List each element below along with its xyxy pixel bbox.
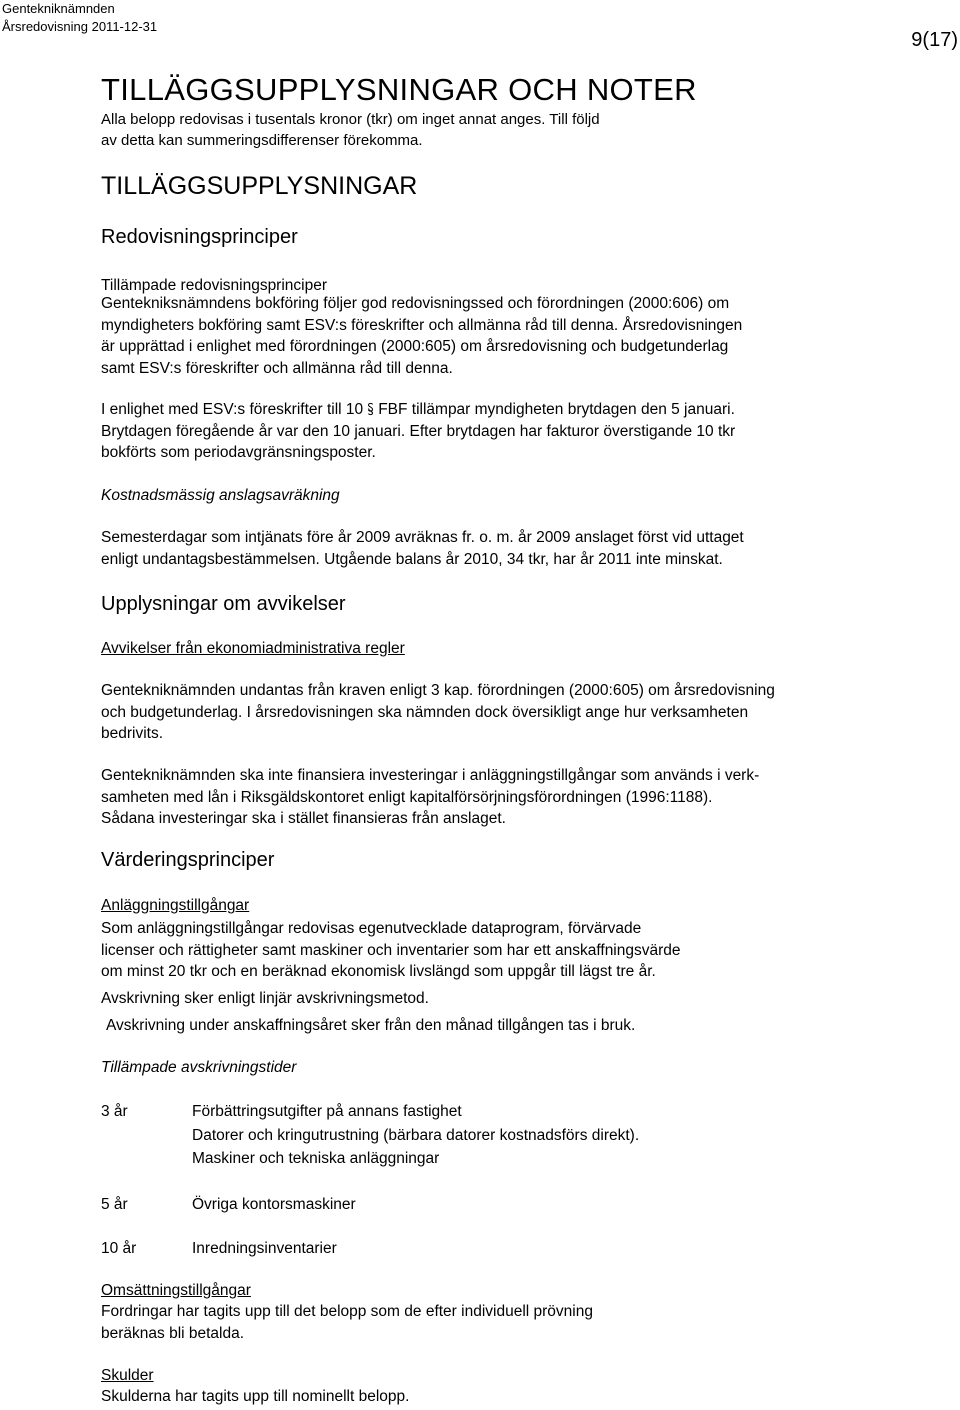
depreciation-item: Inredningsinventarier xyxy=(192,1240,337,1257)
subheading-applied-principles: Tillämpade redovisningsprinciper xyxy=(101,277,328,294)
depreciation-years: 3 år xyxy=(101,1103,128,1120)
subheading-liabilities: Skulder xyxy=(101,1367,154,1384)
cost-paragraph xyxy=(101,527,861,570)
paragraph-line: Gentekniknämnden undantas från kraven enligt 3 kap. förordningen (2000:605) om årsredovisning xyxy=(101,682,775,699)
section-sign-icon xyxy=(366,402,375,416)
depreciation-item: Övriga kontorsmaskiner xyxy=(192,1196,356,1213)
paragraph-line: Semesterdagar som intjänats före år 2009 avräknas fr. o. m. år 2009 anslaget först vid uttaget xyxy=(101,529,744,546)
depreciation-item: Förbättringsutgifter på annans fastighet xyxy=(192,1103,462,1120)
section-heading-principles: Redovisningsprinciper xyxy=(101,226,298,248)
paragraph-line xyxy=(101,399,861,421)
liabilities-text: Skulderna har tagits upp till nominellt belopp. xyxy=(101,1388,410,1405)
section-heading-valuation: Värderingsprinciper xyxy=(101,849,275,871)
paragraph-line: samt ESV:s föreskrifter och allmänna råd till denna. xyxy=(101,359,453,377)
paragraph-line: och budgetunderlag. I årsredovisningen ska nämnden dock översikligt ange hur verksamheten xyxy=(101,703,749,721)
deviations-paragraph-1 xyxy=(101,680,861,745)
depreciation-method: Avskrivning sker enligt linjär avskrivningsmetod. xyxy=(101,990,429,1007)
subheading-fixed-assets: Anläggningstillgångar xyxy=(101,897,250,914)
depreciation-items xyxy=(192,1100,639,1171)
paragraph-line: Sådana investeringar ska i stället finansieras från anslaget. xyxy=(101,810,506,827)
cutoff-text-a: I enlighet med ESV:s föreskrifter till 10 xyxy=(101,401,364,418)
subheading-current-assets: Omsättningstillgångar xyxy=(101,1282,251,1299)
paragraph-line: Som anläggningstillgångar redovisas egenutvecklade dataprogram, förvärvade xyxy=(101,920,642,937)
paragraph-line: Gentekniknämnden ska inte finansiera investeringar i anläggningstillgångar som används i verk- xyxy=(101,767,760,784)
paragraph-line: enligt undantagsbestämmelsen. Utgående balans år 2010, 34 tkr, har år 2011 inte minskat. xyxy=(101,550,723,568)
depreciation-item: Maskiner och tekniska anläggningar xyxy=(192,1150,440,1167)
paragraph-line: Brytdagen föregående år var den 10 januari. Efter brytdagen har fakturor överstigande 10 tkr xyxy=(101,422,736,440)
subheading-depreciation-periods: Tillämpade avskrivningstider xyxy=(101,1059,297,1076)
paragraph-line: myndigheters bokföring samt ESV:s föreskrifter och allmänna råd till denna. Årsredovisningen xyxy=(101,316,743,334)
deviations-paragraph-2 xyxy=(101,765,861,830)
paragraph-line: bedrivits. xyxy=(101,725,164,742)
header-report: Årsredovisning 2011-12-31 xyxy=(2,19,158,34)
principles-paragraph xyxy=(101,293,861,379)
subheading-deviations: Avvikelser från ekonomiadministrativa regler xyxy=(101,640,405,657)
cutoff-paragraph xyxy=(101,399,861,464)
section-heading-deviations: Upplysningar om avvikelser xyxy=(101,593,346,615)
paragraph-line: är upprättad i enlighet med förordningen (2000:605) om årsredovisning och budgetunderlag xyxy=(101,338,729,355)
paragraph-line: beräknas bli betalda. xyxy=(101,1324,245,1342)
depreciation-items xyxy=(192,1193,356,1217)
intro-line: av detta kan summeringsdifferenser förekomma. xyxy=(101,132,423,149)
main-heading: TILLÄGGSUPPLYSNINGAR xyxy=(101,172,418,200)
cutoff-text-b: FBF tillämpar myndigheten brytdagen den 5 januari. xyxy=(378,401,735,418)
page-title: TILLÄGGSUPPLYSNINGAR OCH NOTER xyxy=(101,72,697,107)
paragraph-line: licenser och rättigheter samt maskiner och inventarier som har ett anskaffningsvärde xyxy=(101,941,681,959)
header-org: Gentekniknämnden xyxy=(2,1,115,16)
current-assets-paragraph xyxy=(101,1301,861,1344)
depreciation-years: 5 år xyxy=(101,1196,128,1213)
page-number: 9(17) xyxy=(911,29,958,51)
paragraph-line: samheten med lån i Riksgäldskontoret enligt kapitalförsörjningsförordningen (1996:1188). xyxy=(101,788,713,806)
paragraph-line: om minst 20 tkr och en beräknad ekonomisk livslängd som uppgår till lägst tre år. xyxy=(101,963,656,980)
paragraph-line: bokförts som periodavgränsningsposter. xyxy=(101,444,376,461)
depreciation-items xyxy=(192,1237,337,1261)
intro-line: Alla belopp redovisas i tusentals kronor (tkr) om inget annat anges. Till följd xyxy=(101,111,600,128)
depreciation-item: Datorer och kringutrustning (bärbara datorer kostnadsförs direkt). xyxy=(192,1126,640,1144)
fixed-assets-paragraph xyxy=(101,918,861,983)
paragraph-line: Gentekniksnämndens bokföring följer god redovisningssed och förordningen (2000:606) om xyxy=(101,295,730,312)
subheading-cost-based: Kostnadsmässig anslagsavräkning xyxy=(101,487,340,504)
intro-paragraph xyxy=(101,109,861,151)
depreciation-years: 10 år xyxy=(101,1240,137,1257)
paragraph-line: Fordringar har tagits upp till det belopp som de efter individuell prövning xyxy=(101,1303,593,1320)
depreciation-first-year: Avskrivning under anskaffningsåret sker från den månad tillgången tas i bruk. xyxy=(106,1017,636,1034)
